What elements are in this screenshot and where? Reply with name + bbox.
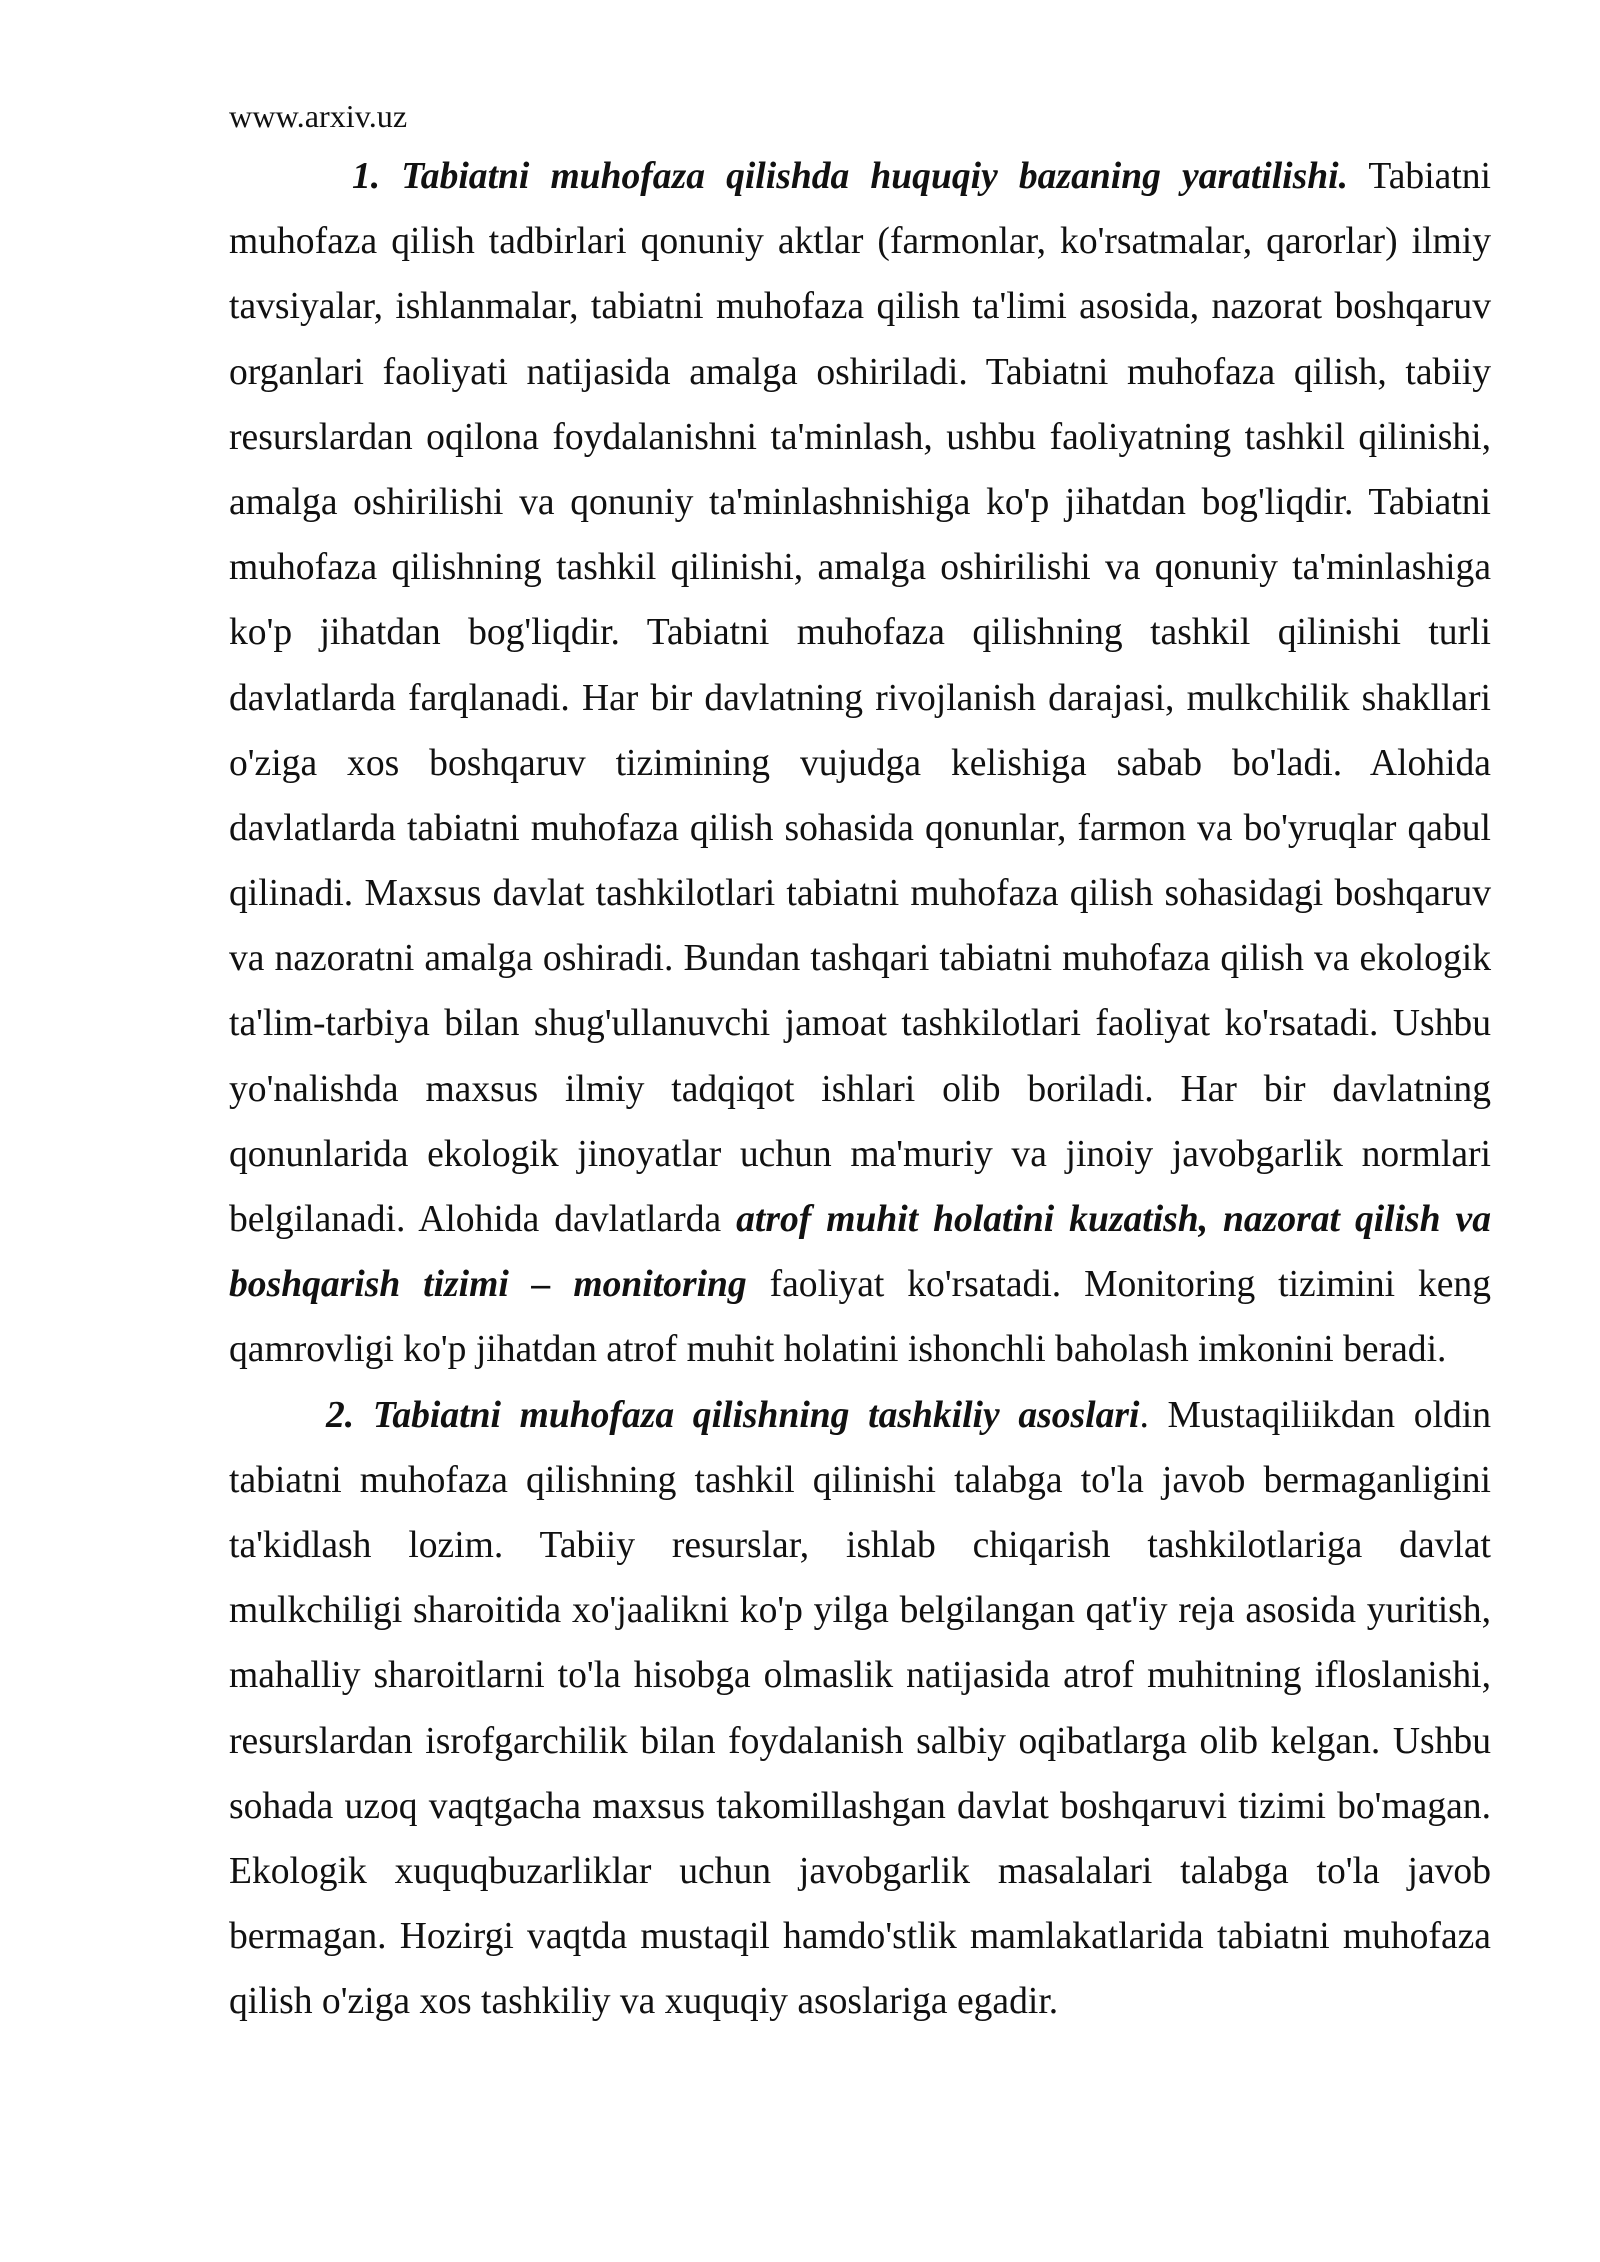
emphasized-text: boshqarish tizimi – monitoring (229, 1264, 747, 1306)
line-text (229, 1721, 1491, 1762)
line-text (352, 156, 1491, 197)
paragraph (229, 144, 1491, 1383)
text-line (229, 1643, 1491, 1708)
text-line (352, 144, 1491, 209)
body-text: o'ziga xos boshqaruv tizimining vujudga kelishiga sabab bo'ladi. Alohida (229, 742, 1491, 784)
text-line (229, 1839, 1491, 1904)
line-text (229, 1069, 1491, 1110)
body-text: davlatlarda farqlanadi. Har bir davlatning rivojlanish darajasi, mulkchilik shakllari (229, 677, 1491, 719)
line-text (229, 873, 1491, 914)
body-text: resurslardan oqilona foydalanishni ta'minlash, ushbu faoliyatning tashkil qilinishi, (229, 416, 1491, 458)
line-text (229, 612, 1491, 653)
body-text: tabiatni muhofaza qilishning tashkil qilinishi talabga to'la javob bermaganligini (229, 1459, 1491, 1501)
text-line (229, 796, 1491, 861)
body-text: tavsiyalar, ishlanmalar, tabiatni muhofaza qilish ta'limi asosida, nazorat boshqaruv (229, 286, 1491, 328)
line-text (326, 1395, 1491, 1436)
line-text (229, 417, 1491, 458)
body-text: sohada uzoq vaqtgacha maxsus takomillashgan davlat boshqaruvi tizimi bo'magan. (229, 1785, 1491, 1827)
text-line (229, 209, 1491, 274)
body-text: resurslardan isrofgarchilik bilan foydalanish salbiy oqibatlarga olib kelgan. Ushbu (229, 1720, 1491, 1762)
line-text (229, 678, 1491, 719)
body-text: davlatlarda tabiatni muhofaza qilish sohasida qonunlar, farmon va bo'yruqlar qabul (229, 807, 1491, 849)
body-text: faoliyat ko'rsatadi. Monitoring tizimini keng (746, 1264, 1491, 1306)
body-text: yo'nalishda maxsus ilmiy tadqiqot ishlari olib boriladi. Har bir davlatning (229, 1068, 1491, 1110)
body-text: mulkchiligi sharoitida xo'jaalikni ko'p yilga belgilangan qat'iy reja asosida yuritish, (229, 1590, 1491, 1632)
line-text (229, 1655, 1491, 1696)
text-line (229, 731, 1491, 796)
line-text (229, 221, 1491, 262)
body-text: Tabiatni (1347, 156, 1491, 197)
text-line (229, 1904, 1491, 1969)
text-line (229, 1317, 1491, 1382)
text-line (229, 1969, 1491, 2034)
line-text (229, 1786, 1491, 1827)
body-text: va nazoratni amalga oshiradi. Bundan tashqari tabiatni muhofaza qilish va ekologik (229, 938, 1491, 980)
line-text (229, 352, 1491, 393)
line-text (229, 1460, 1491, 1501)
text-line (229, 274, 1491, 339)
paragraph (229, 1383, 1491, 2035)
line-text (229, 1525, 1491, 1566)
document-body (229, 144, 1491, 2034)
text-line (229, 1578, 1491, 1643)
body-text: . Mustaqiliikdan oldin (1139, 1394, 1491, 1436)
body-text: belgilanadi. Alohida davlatlarda (229, 1199, 737, 1240)
line-text (229, 1264, 1491, 1305)
text-line (229, 470, 1491, 535)
body-text: organlari faoliyati natijasida amalga oshiriladi. Tabiatni muhofaza qilish, tabiiy (229, 351, 1491, 393)
text-line (229, 1513, 1491, 1578)
text-line (326, 1383, 1491, 1448)
body-text: Ekologik xuquqbuzarliklar uchun javobgarlik masalalari talabga to'la javob (229, 1850, 1491, 1892)
line-text (229, 1851, 1491, 1892)
body-text: qilish o'ziga xos tashkiliy va xuquqiy asoslariga egadir. (229, 1981, 1059, 2023)
emphasized-text: 2. Tabiatni muhofaza qilishning tashkiliy asoslari (326, 1394, 1140, 1436)
text-line (229, 1187, 1491, 1252)
body-text: ko'p jihatdan bog'liqdir. Tabiatni muhofaza qilishning tashkil qilinishi turli (229, 612, 1491, 654)
text-line (229, 991, 1491, 1056)
line-text (229, 808, 1491, 849)
body-text: mahalliy sharoitlarni to'la hisobga olmaslik natijasida atrof muhitning ifloslanishi, (229, 1655, 1491, 1697)
emphasized-text: 1. Tabiatni muhofaza qilishda huquqiy bazaning yaratilishi. (352, 156, 1348, 197)
body-text: muhofaza qilishning tashkil qilinishi, amalga oshirilishi va qonuniy ta'minlashiga (229, 547, 1491, 589)
line-text (229, 1916, 1491, 1957)
line-text (229, 1199, 1491, 1240)
site-url-header: www.arxiv.uz (229, 98, 408, 134)
line-text (229, 1134, 1491, 1175)
line-text (229, 482, 1491, 523)
body-text: qilinadi. Maxsus davlat tashkilotlari tabiatni muhofaza qilish sohasidagi boshqaruv (229, 873, 1491, 915)
line-text (229, 1981, 1058, 2022)
text-line (229, 1709, 1491, 1774)
text-line (229, 1774, 1491, 1839)
body-text: amalga oshirilishi va qonuniy ta'minlashnishiga ko'p jihatdan bog'liqdir. Tabiatni (229, 481, 1491, 523)
text-line (229, 666, 1491, 731)
text-line (229, 340, 1491, 405)
emphasized-text: atrof muhit holatini kuzatish, nazorat qilish va (736, 1199, 1491, 1240)
text-line (229, 535, 1491, 600)
line-text (229, 1003, 1491, 1044)
body-text: qamrovligi ko'p jihatdan atrof muhit holatini ishonchli baholash imkonini beradi. (229, 1329, 1447, 1371)
line-text (229, 938, 1491, 979)
text-line (229, 861, 1491, 926)
body-text: qonunlarida ekologik jinoyatlar uchun ma'muriy va jinoiy javobgarlik normlari (229, 1133, 1491, 1175)
body-text: ta'lim-tarbiya bilan shug'ullanuvchi jamoat tashkilotlari faoliyat ko'rsatadi. Ushbu (229, 1003, 1491, 1045)
text-line (229, 1122, 1491, 1187)
line-text (229, 1590, 1491, 1631)
text-line (229, 405, 1491, 470)
text-line (229, 1252, 1491, 1317)
text-line (229, 600, 1491, 665)
line-text (229, 286, 1491, 327)
body-text: bermagan. Hozirgi vaqtda mustaqil hamdo'stlik mamlakatlarida tabiatni muhofaza (229, 1916, 1491, 1958)
text-line (229, 1057, 1491, 1122)
body-text: ta'kidlash lozim. Tabiiy resurslar, ishlab chiqarish tashkilotlariga davlat (229, 1524, 1491, 1566)
body-text: muhofaza qilish tadbirlari qonuniy aktlar (farmonlar, ko'rsatmalar, qarorlar) ilmiy (229, 221, 1491, 263)
text-line (229, 926, 1491, 991)
line-text (229, 547, 1491, 588)
text-line (229, 1448, 1491, 1513)
line-text (229, 743, 1491, 784)
line-text (229, 1329, 1446, 1370)
